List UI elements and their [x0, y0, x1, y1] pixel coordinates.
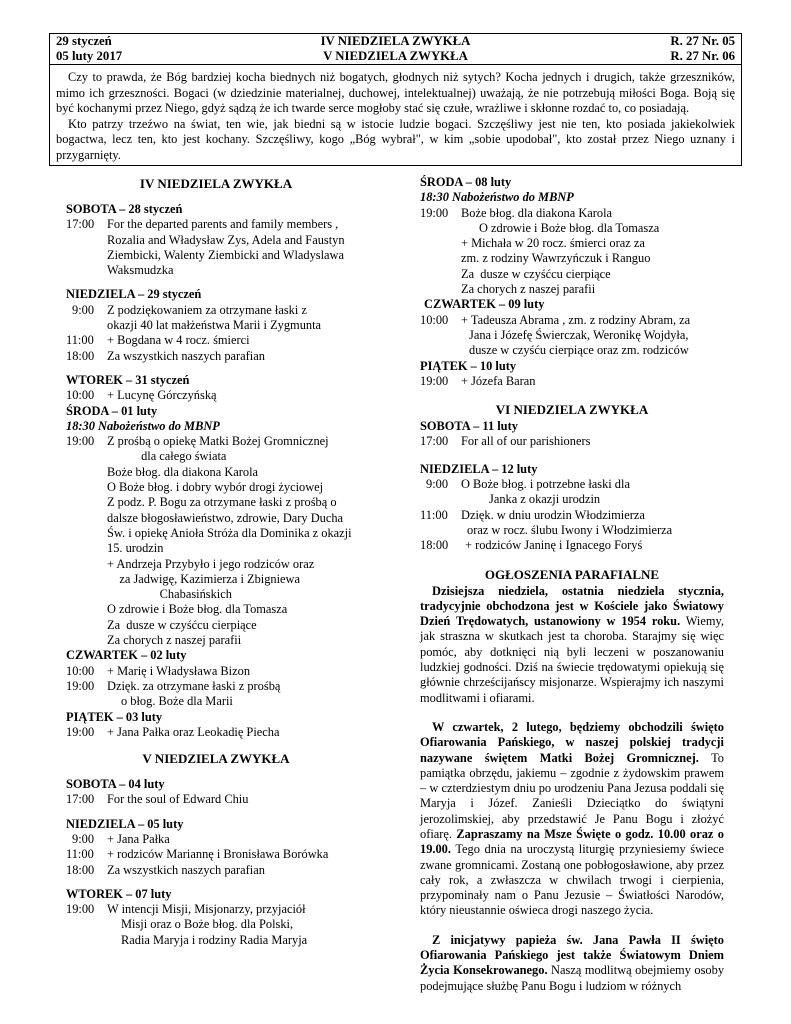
mass-entry — [420, 508, 724, 539]
header-date-2: 05 luty 2017 — [56, 49, 123, 63]
day-heading: NIEDZIELA – 29 styczeń — [66, 287, 202, 302]
day-heading: PIĄTEK – 10 luty — [420, 358, 517, 373]
mass-time: 10:00 — [420, 312, 449, 327]
day-heading: CZWARTEK – 02 luty — [66, 648, 187, 663]
mass-time: 19:00 — [66, 724, 95, 739]
intention-line: Za wszystkich naszych parafian — [107, 348, 265, 363]
mass-time: 19:00 — [420, 373, 449, 388]
mass-time: 18:00 — [66, 348, 95, 363]
service-note: 18:30 Nabożeństwo do MBNP — [66, 418, 220, 433]
intention-line: Radia Maryja i rodziny Radia Maryja — [121, 932, 308, 947]
day-heading: CZWARTEK – 09 luty — [424, 297, 545, 312]
intention-line: Św. i opiekę Anioła Stróża dla Dominika z okazji — [107, 525, 352, 540]
intention-line: Rozalia and Władysław Zys, Adela and Faustyn — [107, 232, 345, 247]
intention-line: + Jana Pałka — [107, 831, 170, 846]
mass-entry — [66, 792, 366, 807]
mass-time: 9:00 — [426, 477, 449, 492]
mass-time: 17:00 — [66, 792, 95, 807]
intention-line: Za dusze w czyśćcu cierpiące — [107, 617, 257, 632]
intention-line: za Jadwigę, Kazimierza i Zbigniewa — [107, 571, 301, 586]
mass-entry — [66, 217, 366, 278]
mass-entry — [420, 313, 724, 359]
intention-line: Z podz. P. Bogu za otrzymane łaski z prośbą o — [107, 495, 337, 510]
header-number-1: R. 27 Nr. 05 — [670, 34, 735, 48]
mass-entry — [66, 664, 366, 679]
mass-time: 11:00 — [66, 847, 94, 862]
intro-box — [49, 65, 742, 166]
header-number-2: R. 27 Nr. 06 — [670, 49, 735, 63]
intention-line: zm. z rodziny Wawrzyńczuk i Ranguo — [461, 251, 651, 266]
intention-list — [107, 434, 366, 648]
intention-line: + rodziców Janinę i Ignacego Foryś — [465, 538, 643, 553]
intro-paragraph-2: Kto patrzy trzeźwo na świat, ten wie, jak biedni są w istocie ludzie bogaci. Szczęśliwy jest nie ten, kto posiada jakiekolwiek bogactwa, lecz ten, kto jest kochany. Szczęśliwy, kogo „Bóg wybrał", w kim „sobie upodobał", kto został przez Niego uznany i przygarnięty. — [56, 116, 735, 162]
intention-line: + Józefa Baran — [461, 373, 536, 388]
mass-time: 17:00 — [420, 434, 449, 449]
intention-line: + Bogdana w 4 rocz. śmierci — [107, 333, 250, 348]
mass-time: 10:00 — [66, 663, 95, 678]
intention-line: Jana i Józefę Świerczak, Weronikę Wojdyła, — [469, 327, 689, 342]
mass-time: 19:00 — [66, 678, 95, 693]
day-heading: WTOREK – 07 luty — [66, 886, 172, 901]
intention-line: + Michała w 20 rocz. śmierci oraz za — [461, 236, 645, 251]
intention-line: Z podziękowaniem za otrzymane łaski z — [107, 302, 307, 317]
mass-entry — [66, 863, 366, 878]
intention-line: + rodziców Mariannę i Bronisława Borówka — [107, 847, 329, 862]
intention-line: For the soul of Edward Chiu — [107, 792, 249, 807]
intention-line: dalsze błogosławieństwo, zdrowie, Dary Ducha — [107, 510, 344, 525]
mass-entry — [420, 206, 724, 298]
mass-entry — [66, 902, 366, 948]
intention-line: Za dusze w czyśćcu cierpiące — [461, 266, 611, 281]
section-title-iv: IV NIEDZIELA ZWYKŁA — [139, 176, 293, 191]
intention-line: dusze w czyśću cierpiące oraz zm. rodziców — [469, 343, 689, 358]
intention-line: + Marię i Władysława Bizon — [107, 663, 251, 678]
mass-time: 18:00 — [420, 538, 449, 553]
day-heading: SOBOTA – 04 luty — [66, 777, 165, 792]
day-heading: SOBOTA – 11 luty — [420, 419, 518, 434]
intention-line: 15. urodzin — [107, 541, 164, 556]
intention-line: Chabasińskich — [107, 587, 232, 602]
mass-entry — [420, 434, 724, 449]
mass-entry — [66, 303, 366, 334]
mass-time: 11:00 — [420, 507, 448, 522]
intention-line: O Boże błog. i potrzebne łaski dla — [461, 477, 630, 492]
left-column — [66, 175, 366, 948]
day-heading: SOBOTA – 28 styczeń — [66, 202, 183, 216]
intention-line: Misji oraz o Boże błog. dla Polski, — [121, 917, 294, 932]
intention-line: Ziembicki, Walenty Ziembicki and Wladyslawa — [107, 247, 344, 262]
day-heading: ŚRODA – 01 luty — [66, 403, 158, 418]
mass-entry — [420, 374, 724, 389]
section-title-vi: VI NIEDZIELA ZWYKŁA — [495, 402, 649, 418]
intention-line: Janka z okazji urodzin — [489, 492, 601, 507]
mass-time: 18:00 — [66, 862, 95, 877]
intention-line: oraz w rocz. ślubu Iwony i Włodzimierza — [467, 522, 673, 537]
header-date-1: 29 styczeń — [56, 34, 112, 48]
intention-line: Waksmudzka — [107, 263, 174, 278]
announcements — [420, 584, 724, 994]
intention-line: O zdrowie i Boże błog. dla Tomasza — [107, 602, 288, 617]
day-heading: WTOREK – 31 styczeń — [66, 372, 190, 387]
intention-line: For all of our parishioners — [461, 434, 591, 449]
mass-time: 11:00 — [66, 333, 94, 348]
intention-line: + Tadeusza Abrama , zm. z rodziny Abram, za — [461, 312, 691, 327]
intention-line: + Lucynę Górczyńską — [107, 388, 217, 403]
intention-line: O zdrowie i Boże błog. dla Tomasza — [479, 220, 660, 235]
mass-entry — [66, 388, 366, 403]
mass-time: 19:00 — [66, 902, 95, 917]
intention-line: dla całego świata — [107, 449, 227, 464]
intention-line: Boże błog. dla diakona Karola — [461, 205, 613, 220]
intention-line: + Andrzeja Przybyło i jego rodziców oraz — [107, 556, 315, 571]
mass-time: 9:00 — [72, 831, 95, 846]
section-title-v: V NIEDZIELA ZWYKŁA — [142, 751, 290, 767]
day-heading: PIĄTEK – 03 luty — [66, 709, 163, 724]
intention-line: Za wszystkich naszych parafian — [107, 862, 265, 877]
right-column — [420, 175, 724, 994]
mass-time: 17:00 — [66, 217, 95, 232]
intention-line: Za chorych z naszej parafii — [107, 633, 242, 648]
mass-entry — [420, 538, 724, 553]
mass-time: 19:00 — [420, 205, 449, 220]
mass-time: 9:00 — [72, 302, 95, 317]
day-heading: NIEDZIELA – 05 luty — [66, 816, 184, 831]
header-title-1: IV NIEDZIELA ZWYKŁA — [320, 34, 471, 48]
intro-paragraph-1: Czy to prawda, że Bóg bardziej kocha biednych niż bogatych, głodnych niż sytych? Kocha jednych i drugich, także grzeszników, mimo ich grzeszności. Bogaci (w dziedzinie materialnej, duchowej, intelektualnej) uważają, że nie potrzebują miłości Boga. Boją się być kochanymi przez Niego, gdyż sądzą że ich twarde serce mogłoby stać się czułe, wrażliwe i skłonne rozdać to, co posiadają. — [56, 70, 735, 116]
mass-entry — [66, 725, 366, 740]
header-title-2: V NIEDZIELA ZWYKŁA — [323, 49, 468, 63]
intention-line: Boże błog. dla diakona Karola — [107, 464, 259, 479]
mass-time: 19:00 — [66, 434, 95, 449]
intention-line: o błog. Boże dla Marii — [121, 694, 233, 709]
mass-entry — [66, 349, 366, 364]
announcements-title: OGŁOSZENIA PARAFIALNE — [484, 566, 660, 582]
header-row-2 — [56, 49, 735, 64]
intention-line: Dzięk. w dniu urodzin Włodzimierza — [461, 507, 645, 522]
mass-entry — [66, 333, 366, 348]
intention-line: Z prośbą o opiekę Matki Bożej Gromnicznej — [107, 434, 329, 449]
announcement-paragraph: Z inicjatywy papieża św. Jana Pawła II święto Ofiarowania Pańskiego jest także Światowym Dniem Życia Konsekrowanego. Naszą modlitwą obejmiemy osoby podejmujące służbę Panu Bogu i ludziom w różnych — [420, 932, 725, 993]
intention-line: okazji 40 lat małżeństwa Marii i Zygmunta — [107, 318, 322, 333]
mass-entry — [420, 477, 724, 508]
day-heading: NIEDZIELA – 12 luty — [420, 461, 538, 476]
mass-entry — [66, 434, 366, 648]
mass-entry — [66, 847, 366, 862]
intention-list — [461, 206, 724, 298]
day-heading: ŚRODA – 08 luty — [420, 175, 512, 189]
bulletin-header — [49, 33, 742, 65]
mass-entry — [66, 832, 366, 847]
intention-line: Dzięk. za otrzymane łaski z prośbą — [107, 678, 281, 693]
intention-line: Za chorych z naszej parafii — [461, 282, 596, 297]
intention-line: W intencji Misji, Misjonarzy, przyjaciół — [107, 902, 306, 917]
intention-line: For the departed parents and family members , — [107, 217, 339, 232]
intention-line: O Boże błog. i dobry wybór drogi życiowej — [107, 480, 324, 495]
header-row-1 — [56, 34, 735, 49]
mass-entry — [66, 679, 366, 710]
intention-line: + Jana Pałka oraz Leokadię Piecha — [107, 724, 280, 739]
service-note: 18:30 Nabożeństwo do MBNP — [420, 190, 574, 205]
mass-time: 10:00 — [66, 388, 95, 403]
announcement-paragraph: W czwartek, 2 lutego, będziemy obchodzili święto Ofiarowania Pańskiego, w naszej polskiej tradycji nazywane świętem Matki Bożej Gromnicznej. To pamiątka obrzędu, jakiemu – zgodnie z żydowskim prawem – w czterdziestym dniu po urodzeniu Pana Jezusa poddali się Maryja i Józef. Zanieśli Dzieciątko do świątyni jerozolimskiej, aby przedstawić Je Panu Bogu i złożyć ofiarę. Zapraszamy na Msze Święte o godz. 10.00 oraz o 19.00. Tego dnia na uroczystą liturgię przyniesiemy świece zwane gromnicami. Zostaną one pobłogosławione, aby przez cały rok, a zwłaszcza w chwilach trwogi i cierpienia, przypominały nam o Panu Jezusie – Światłości Narodów, który nieustannie oświeca drogi naszego życia. — [420, 719, 724, 918]
announcement-paragraph: Dzisiejsza niedziela, ostatnia niedziela stycznia, tradycyjnie obchodzona jest w Kościele jako Światowy Dzień Trędowatych, ustanowiony w 1954 roku. Wiemy, jak straszna w skutkach jest ta choroba. Starajmy się więc pomóc, aby dotknięci nią byli leczeni w poszanowaniu ludzkiej godności. Dziś na świecie trędowatymi opiekują się głównie chrześcijańscy misjonarze. Wspierajmy ich naszymi modlitwami i ofiarami. — [420, 583, 725, 705]
